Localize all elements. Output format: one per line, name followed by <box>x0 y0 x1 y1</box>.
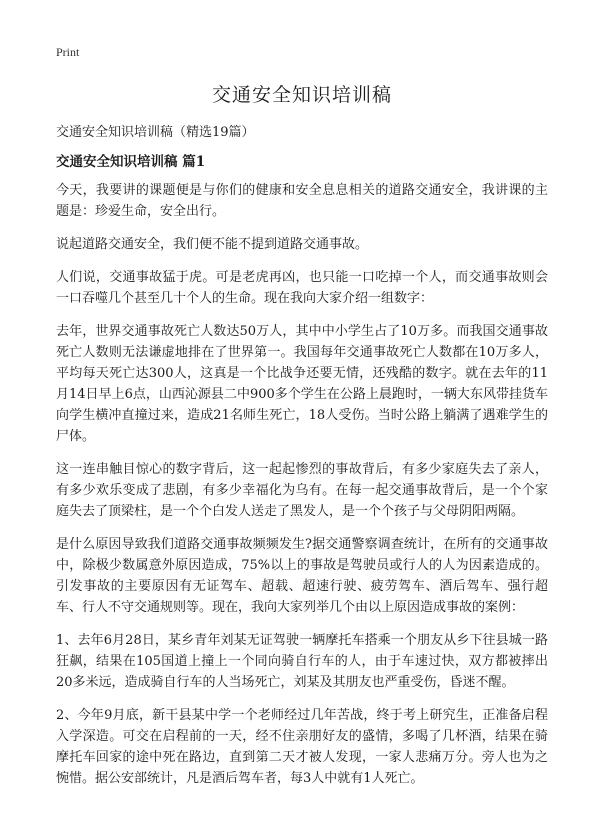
print-link[interactable]: Print <box>56 45 80 59</box>
paragraph-accidents-mention: 说起道路交通安全，我们便不能不提到道路交通事故。 <box>56 237 369 252</box>
paragraph-case-2: 2、今年9月底，新干县某中学一个老师经过几年苦战，终于考上研究生，正准备启程入学深造。可交在启程前的一天，经不住亲朋好友的盛情，多喝了几杯酒，结果在骑摩托车回家的途中死在路边，直到第二天才被人发现，一家人悲痛万分。旁人也为之惋惜。据公安部统计，凡是酒后驾车者，每3人中就有1人死亡。 <box>56 708 548 786</box>
paragraph-case-1: 1、去年6月28日，某乡青年刘某无证驾驶一辆摩托车搭乘一个朋友从乡下往县城一路狂飙，结果在105国道上撞上一个同向骑自行车的人，由于车速过快，双方都被摔出20多米远，造成骑自行车的人当场死亡，刘某及其朋友也严重受伤，昏迷不醒。 <box>56 633 548 690</box>
section-heading: 交通安全知识培训稿 篇1 <box>56 154 206 170</box>
article-body <box>56 180 548 801</box>
document-page <box>56 0 548 828</box>
paragraph-statistics: 去年，世界交通事故死亡人数达50万人，其中中小学生占了10万多。而我国交通事故死亡人数则无法谦虚地排在了世界第一。我国每年交通事故死亡人数都在10万多人，平均每天死亡达300人，这真是一个比战争还要无情，还残酷的数字。就在去年的11月14日早上6点，山西沁源县二中900多个学生在公路上晨跑时，一辆大东风带挂货车向学生横冲直撞过来，造成21名师生死亡，18人受伤。当时公路上躺满了遇难学生的尸体。 <box>56 324 548 444</box>
paragraph-families: 这一连串触目惊心的数字背后，这一起起惨烈的事故背后，有多少家庭失去了亲人，有多少欢乐变成了悲剧，有多少幸福化为乌有。在每一起交通事故背后，是一个个家庭失去了顶梁柱，是一个个白发人送走了黑发人，是一个个孩子与父母阴阳两隔。 <box>56 462 548 519</box>
page-title: 交通安全知识培训稿 <box>211 84 392 106</box>
paragraph-causes: 是什么原因导致我们道路交通事故频频发生?据交通警察调查统计，在所有的交通事故中，除极少数属意外原因造成，75%以上的事故是驾驶员或行人的人为因素造成的。引发事故的主要原因有无证驾车、超载、超速行驶、疲劳驾车、酒后驾车、强行超车、行人不守交通规则等。现在，我向大家列举几个由以上原因造成事故的案例： <box>56 537 548 615</box>
paragraph-intro: 今天，我要讲的课题便是与你们的健康和安全息息相关的道路交通安全，我讲课的主题是：珍爱生命，安全出行。 <box>56 183 548 219</box>
paragraph-tiger-metaphor: 人们说，交通事故猛于虎。可是老虎再凶，也只能一口吃掉一个人，而交通事故则会一口吞噬几个甚至几十个人的生命。现在我向大家介绍一组数字： <box>56 270 548 306</box>
document-subtitle: 交通安全知识培训稿（精选19篇） <box>56 125 255 140</box>
